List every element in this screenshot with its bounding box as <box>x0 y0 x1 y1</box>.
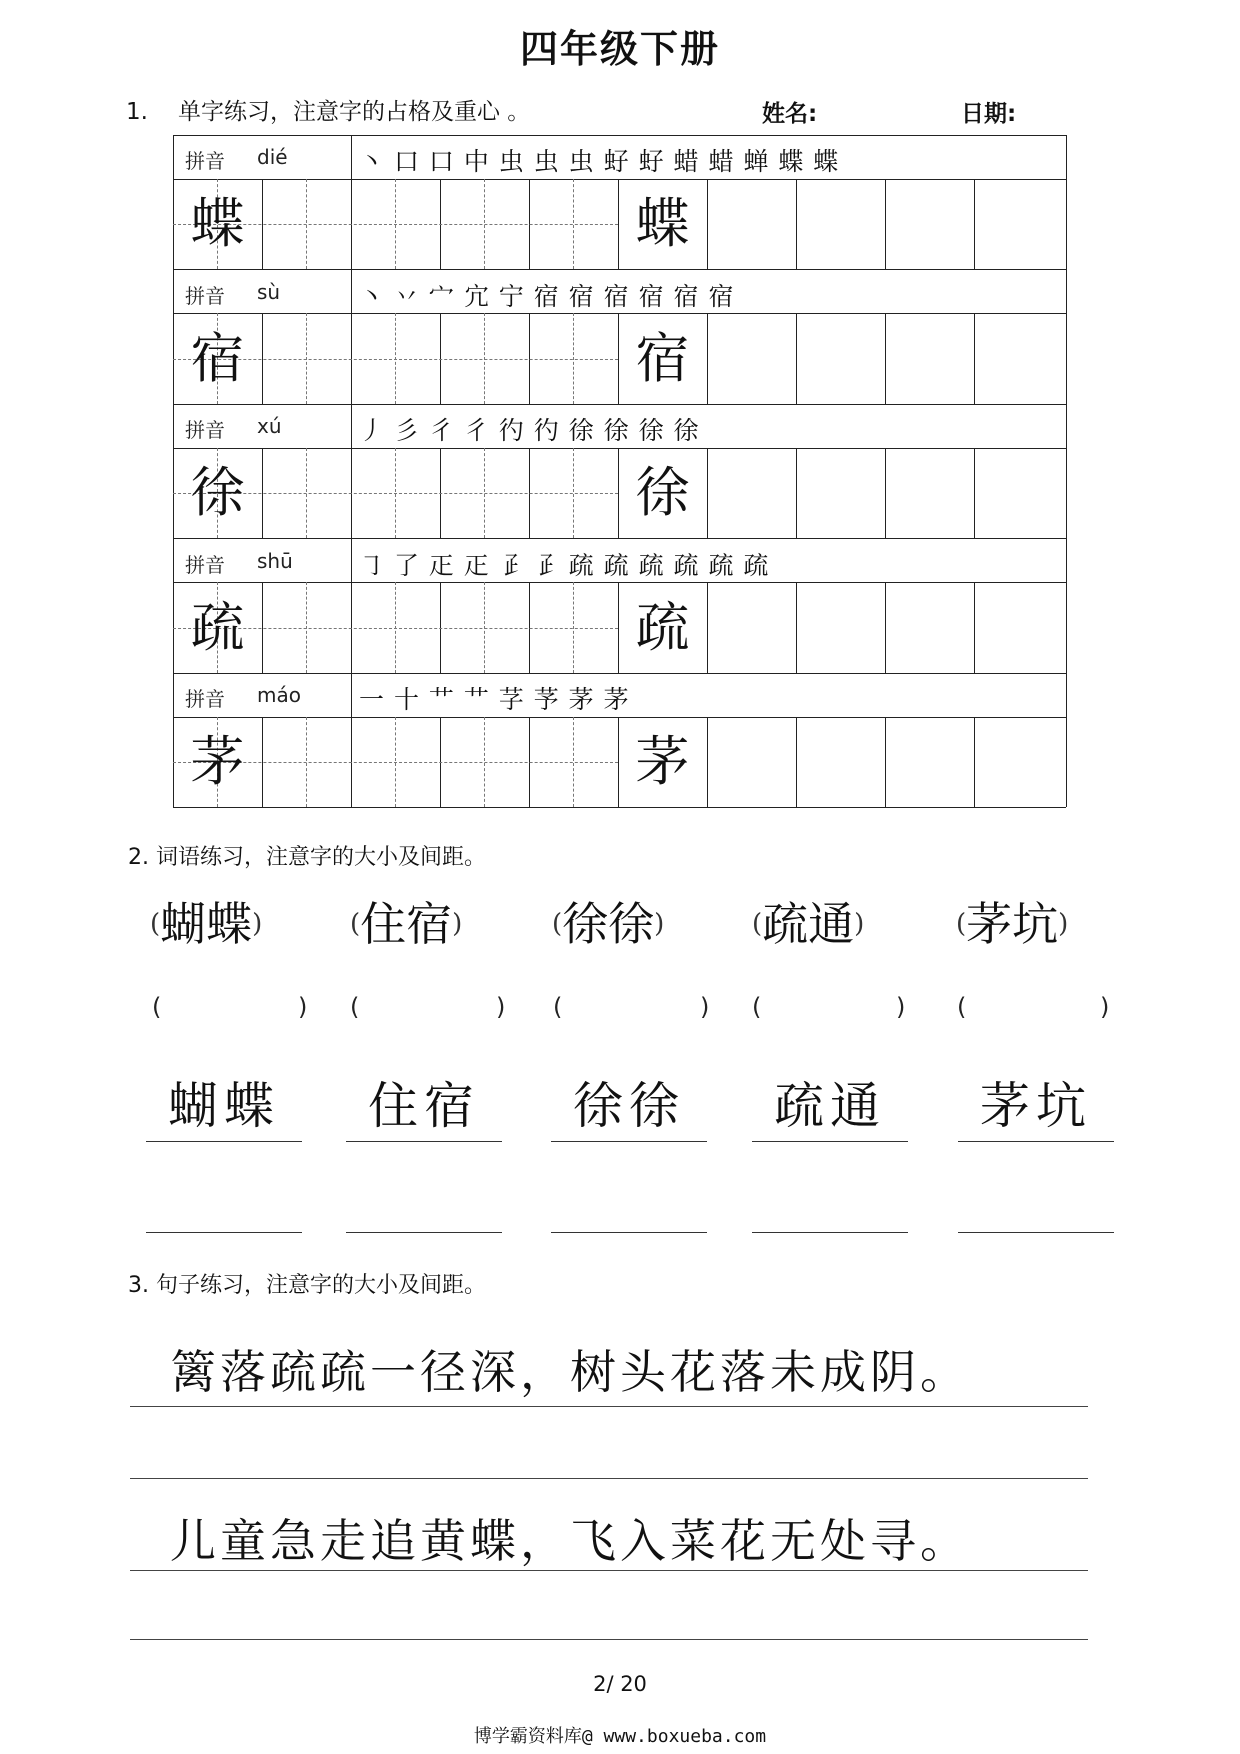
writing-line <box>958 1232 1114 1233</box>
section1-number: 1. <box>126 99 148 125</box>
page-title: 四年级下册 <box>519 27 720 71</box>
writing-line <box>130 1639 1088 1640</box>
paren-open: ( <box>752 993 762 1021</box>
stroke-order: 丶 口 口 中 虫 虫 虫 虸 虸 蜡 蜡 蝉 蝶 蝶 <box>359 147 840 176</box>
grid-line <box>796 179 797 269</box>
guide-line <box>306 582 307 673</box>
sentence-model: 儿童急走追黄蝶，飞入菜花无处寻。 <box>170 1514 970 1568</box>
paren-close: ) <box>700 993 710 1021</box>
word-model: 住宿 <box>368 1077 480 1135</box>
grid-line <box>796 582 797 673</box>
word-with-parens <box>150 888 262 954</box>
grid-line <box>796 313 797 404</box>
grid-line <box>707 179 708 269</box>
grid-line <box>974 582 975 673</box>
paren-open: ( <box>553 993 563 1021</box>
guide-line <box>395 179 396 269</box>
guide-line <box>484 179 485 269</box>
guide-line <box>484 448 485 538</box>
paren-close: ) <box>854 909 865 939</box>
section1-heading <box>126 93 530 126</box>
grid-line <box>173 135 1066 136</box>
stroke-order: 丶 丷 宀 宂 宁 宿 宿 宿 宿 宿 宿 <box>359 282 735 311</box>
character-practice-grid <box>173 135 1066 807</box>
writing-line <box>551 1141 707 1142</box>
paren-close: ) <box>298 993 308 1021</box>
guide-line <box>395 313 396 404</box>
stroke-order: 一 十 艹 艹 芓 芧 茅 茅 <box>359 685 630 714</box>
writing-line <box>130 1570 1088 1571</box>
name-label: 姓名: <box>762 101 818 127</box>
paren-close: ) <box>654 909 665 939</box>
grid-line <box>885 448 886 538</box>
grid-line <box>707 717 708 807</box>
pinyin-value: sù <box>257 280 281 304</box>
sentence-model: 篱落疏疏一径深，树头花落未成阴。 <box>170 1345 970 1399</box>
grid-line <box>885 313 886 404</box>
writing-line <box>146 1232 302 1233</box>
model-character: 徐 <box>190 461 245 524</box>
paren-blank <box>553 993 562 1021</box>
model-character: 茅 <box>635 730 690 793</box>
paren-open: ( <box>150 909 161 939</box>
grid-line <box>173 807 1066 808</box>
pinyin-label: 拼音 <box>185 553 225 577</box>
paren-close: ) <box>1100 993 1110 1021</box>
word-model: 疏通 <box>774 1077 886 1135</box>
paren-open: ( <box>152 993 162 1021</box>
guide-line <box>306 448 307 538</box>
word-text: 徐徐 <box>562 897 655 951</box>
model-character: 疏 <box>190 596 245 659</box>
paren-blank <box>700 993 709 1021</box>
pinyin-label: 拼音 <box>185 284 225 308</box>
grid-line <box>974 717 975 807</box>
model-character: 茅 <box>190 730 245 793</box>
grid-line <box>974 448 975 538</box>
guide-line <box>395 717 396 807</box>
paren-close: ) <box>896 993 906 1021</box>
date-label: 日期: <box>961 101 1017 127</box>
stroke-order: 丿 彡 彳 彳 彴 彴 徐 徐 徐 徐 <box>359 416 700 445</box>
section3-instruction: 3. 句子练习，注意字的大小及间距。 <box>128 1273 486 1298</box>
grid-line <box>707 582 708 673</box>
paren-blank <box>896 993 905 1021</box>
writing-line <box>346 1232 502 1233</box>
pinyin-value: dié <box>257 145 288 169</box>
word-model: 蝴蝶 <box>168 1077 280 1135</box>
paren-open: ( <box>957 993 967 1021</box>
word-with-parens <box>956 888 1068 954</box>
writing-line <box>146 1141 302 1142</box>
grid-line <box>707 448 708 538</box>
paren-blank <box>496 993 505 1021</box>
pinyin-value: máo <box>257 683 301 707</box>
footer-source: 博学霸资料库@ www.boxueba.com <box>473 1726 767 1747</box>
word-text: 住宿 <box>360 897 453 951</box>
grid-line <box>885 582 886 673</box>
pinyin-value: shū <box>257 549 293 573</box>
pinyin-label: 拼音 <box>185 687 225 711</box>
grid-line <box>351 135 352 807</box>
guide-line <box>306 179 307 269</box>
grid-line <box>974 313 975 404</box>
guide-line <box>306 717 307 807</box>
word-with-parens <box>552 888 664 954</box>
paren-blank <box>350 993 359 1021</box>
section2-instruction: 2. 词语练习，注意字的大小及间距。 <box>128 845 486 870</box>
grid-line <box>885 717 886 807</box>
paren-blank <box>957 993 966 1021</box>
paren-blank <box>152 993 161 1021</box>
stroke-order: ㇆ 了 𤴓 𤴓 𤴔 𤴔 疏 疏 疏 疏 疏 疏 <box>359 551 770 580</box>
page-number: 2/ 20 <box>593 1672 647 1696</box>
word-model: 徐徐 <box>573 1077 685 1135</box>
grid-line <box>1066 135 1067 807</box>
paren-open: ( <box>350 909 361 939</box>
guide-line <box>573 313 574 404</box>
writing-line <box>958 1141 1114 1142</box>
grid-line <box>707 313 708 404</box>
grid-line <box>173 673 1066 674</box>
model-character: 宿 <box>635 327 690 390</box>
paren-close: ) <box>452 909 463 939</box>
section1-instruction: 单字练习，注意字的占格及重心 。 <box>178 99 531 125</box>
paren-open: ( <box>752 909 763 939</box>
grid-line <box>796 717 797 807</box>
grid-line <box>173 538 1066 539</box>
word-text: 茅坑 <box>966 897 1059 951</box>
guide-line <box>484 717 485 807</box>
guide-line <box>573 717 574 807</box>
word-with-parens <box>350 888 462 954</box>
word-text: 蝴蝶 <box>160 897 253 951</box>
model-character: 疏 <box>635 596 690 659</box>
writing-line <box>130 1406 1088 1407</box>
grid-line <box>885 179 886 269</box>
writing-line <box>130 1478 1088 1479</box>
guide-line <box>484 313 485 404</box>
pinyin-label: 拼音 <box>185 149 225 173</box>
grid-line <box>796 448 797 538</box>
model-character: 蝶 <box>635 192 690 255</box>
model-character: 宿 <box>190 327 245 390</box>
model-character: 徐 <box>635 461 690 524</box>
guide-line <box>573 179 574 269</box>
paren-close: ) <box>1058 909 1069 939</box>
paren-blank <box>1100 993 1109 1021</box>
grid-line <box>173 404 1066 405</box>
guide-line <box>573 582 574 673</box>
model-character: 蝶 <box>190 192 245 255</box>
paren-close: ) <box>252 909 263 939</box>
guide-line <box>395 448 396 538</box>
pinyin-label: 拼音 <box>185 418 225 442</box>
word-with-parens <box>752 888 864 954</box>
writing-line <box>752 1141 908 1142</box>
paren-open: ( <box>552 909 563 939</box>
writing-line <box>551 1232 707 1233</box>
paren-blank <box>752 993 761 1021</box>
word-model: 茅坑 <box>980 1077 1092 1135</box>
pinyin-value: xú <box>257 414 282 438</box>
paren-open: ( <box>350 993 360 1021</box>
paren-blank <box>298 993 307 1021</box>
writing-line <box>346 1141 502 1142</box>
guide-line <box>573 448 574 538</box>
grid-line <box>173 269 1066 270</box>
writing-line <box>752 1232 908 1233</box>
word-text: 疏通 <box>762 897 855 951</box>
guide-line <box>306 313 307 404</box>
paren-close: ) <box>496 993 506 1021</box>
grid-line <box>974 179 975 269</box>
guide-line <box>484 582 485 673</box>
guide-line <box>395 582 396 673</box>
paren-open: ( <box>956 909 967 939</box>
